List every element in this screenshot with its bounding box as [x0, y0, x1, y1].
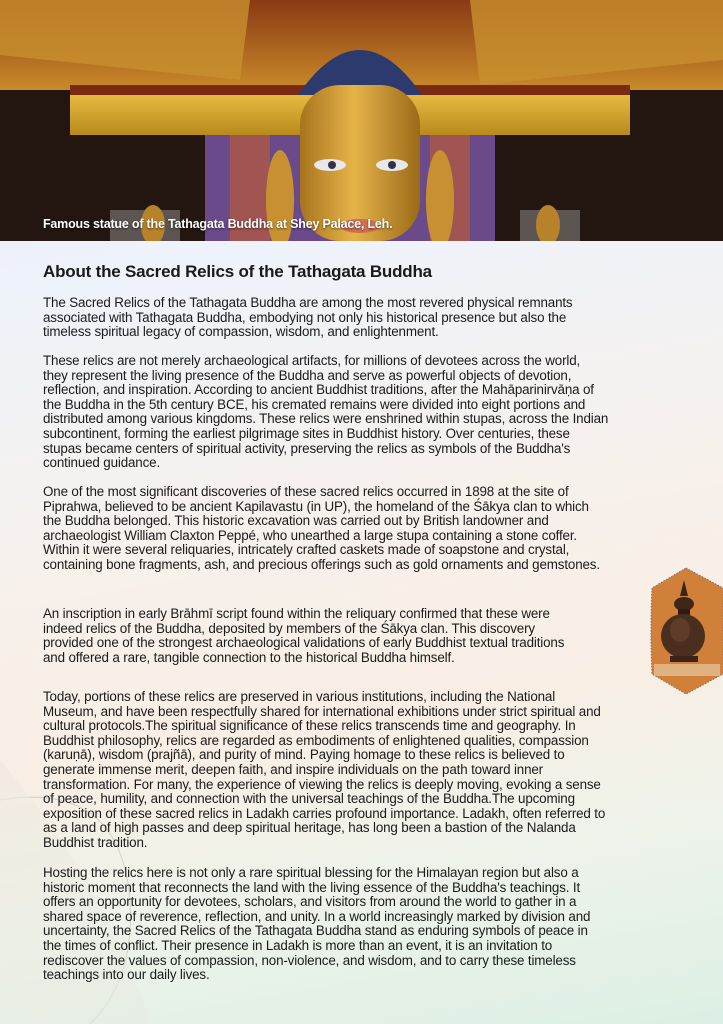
paragraph-ladakh-hosting: Hosting the relics here is not only a rare spiritual blessing for the Himalayan region but also a historic moment that reconnects the land with the living essence of the Buddha's teachings. It offers an opportunity for devotees, scholars, and visitors from around the world to gather in a shared space of reverence, reflection, and unity. In a world increasingly marked by division and uncertainty, the Sacred Relics of the Tathagata Buddha stand as enduring symbols of peace in the times of conflict. Their presence in Ladakh is more than an event, it is an invitation to rediscover the values of compassion, non-violence, and wisdom, and to carry these timeless teachings into our daily lives.: [43, 865, 591, 983]
paragraph-traditions: These relics are not merely archaeological artifacts, for millions of devotees across the world, they represent the living presence of the Buddha and serve as powerful objects of devotion, reflection, and inspiration. According to ancient Buddhist traditions, after the Mahāparinirvāṇa of the Buddha in the 5th century BCE, his cremated remains were divided into eight portions and distributed among various kingdoms. These relics were enshrined within stupas, across the Indian subcontinent, forming the earliest pilgrimage sites in Buddhist history. Over centuries, these stupas became centers of spiritual activity, preserving the relics as symbols of the Buddha's continued guidance.: [43, 353, 609, 471]
hero-photo: [0, 0, 723, 241]
paragraph-inscription: An inscription in early Brāhmī script found within the reliquary confirmed that these were indeed relics of the Buddha, deposited by members of the Śākya clan. This discovery provided one of the strongest archaeological validations of early Buddhist textual traditions and offered a rare, tangible connection to the historical Buddha himself.: [43, 606, 565, 665]
buddha-statue-image: [0, 0, 723, 241]
photo-caption: Famous statue of the Tathagata Buddha at Shey Palace, Leh.: [43, 217, 393, 231]
paragraph-intro: The Sacred Relics of the Tathagata Buddha are among the most revered physical remnants associated with Tathagata Buddha, embodying not only his historical presence but also the timeless spiritual legacy of compassion, wisdom, and enlightenment.: [43, 295, 573, 340]
article-title: About the Sacred Relics of the Tathagata Buddha: [43, 262, 432, 281]
paragraph-significance: Today, portions of these relics are preserved in various institutions, including the National Museum, and have been respectfully shared for international exhibitions under strict spiritual and cultural protocols.The spiritual significance of these relics transcends time and geography. In Buddhist philosophy, relics are regarded as embodiments of enlightened qualities, compassion (karuṇā), wisdom (prajñā), and purity of mind. Paying homage to these relics is believed to generate immense merit, deepen faith, and inspire individuals on the path toward inner transformation. For many, the experience of viewing the relics is deeply moving, evoking a sense of peace, humility, and connection with the universal teachings of the Buddha.The upcoming exposition of these sacred relics in Ladakh carries profound importance. Ladakh, often referred to as a land of high passes and deep spiritual heritage, has long been a bastion of the Nalanda Buddhist tradition.: [43, 689, 606, 850]
paragraph-discovery: One of the most significant discoveries of these sacred relics occurred in 1898 at the site of Piprahwa, believed to be ancient Kapilavastu (in UP), the homeland of the Śākya clan to which the Buddha belonged. This historic excavation was carried out by British landowner and archaeologist William Claxton Peppé, who unearthed a large stupa containing a stone coffer. Within it were several reliquaries, intricately crafted caskets made of soapstone and crystal, containing bone fragments, ash, and precious offerings such as gold ornaments and gemstones.: [43, 484, 600, 572]
reliquary-image: [650, 566, 723, 694]
